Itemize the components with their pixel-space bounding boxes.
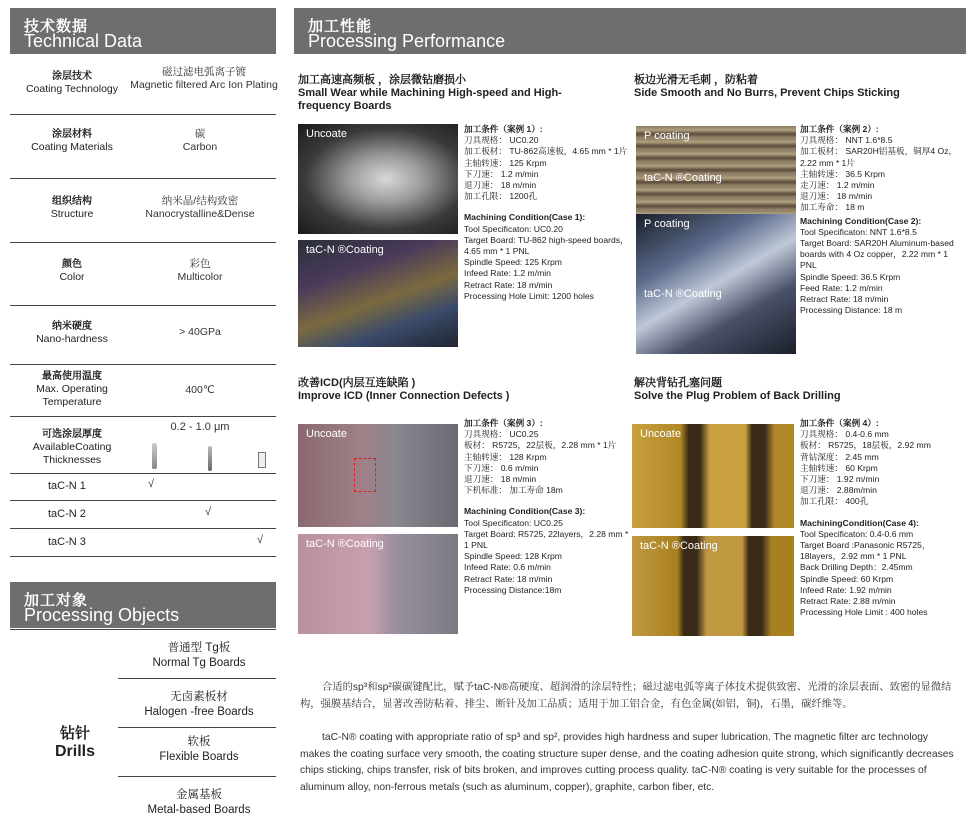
- coating-materials-value: 碳 Carbon: [182, 128, 218, 153]
- thickness-label: 可选涂层厚度 AvailableCoating Thicknesses: [32, 429, 112, 466]
- row-divider: [10, 242, 276, 243]
- row-divider: [10, 528, 276, 529]
- grade-1-name: taC-N 1: [48, 480, 86, 492]
- row-divider: [10, 305, 276, 306]
- processing-objects-title-cn: 加工对象: [24, 592, 89, 609]
- coating-materials-label: 涂层材料 Coating Materials: [31, 129, 113, 153]
- case-1-photo-coated: taC-N ®Coating: [298, 240, 458, 347]
- case-1-photo-uncoated: Uncoate: [298, 124, 458, 234]
- grade-2-check: √: [205, 506, 212, 518]
- drills-label-cn: 钻针: [59, 725, 90, 742]
- technical-data-banner: [10, 8, 276, 54]
- max-temperature-value: 400℃: [185, 384, 215, 396]
- drill-icon-short: [152, 443, 157, 469]
- case-1-title: 加工高速高频板 ，涂层微钻磨损小 Small Wear while Machining High-speed and High-frequency Boards: [298, 74, 562, 112]
- nano-hardness-value: > 40GPa: [179, 326, 221, 338]
- case-3-photo-uncoated: Uncoate: [298, 424, 458, 527]
- technical-data-title-en: Technical Data: [24, 31, 143, 51]
- case-2-conditions: 加工条件（案例 2）: 刀具规格： NNT 1.6*8.5 加工板材： SAR20H铝基板，铜厚4 Oz，2.22 mm * 1片 主轴转速： 36.5 Krpm 走刀速： 1.2 m/min 退刀速： 18 m/min 加工寿命： 18 m Machining Condition(Case 2): Tool Specificaton: NNT 1.6*8.5 Target Board: SAR20H Aluminum-based boards with 4 Oz copper，2.22 mm * 1 PNL Spindle Speed: 36.5 Krpm Feed Rate: 1.2 m/min Retract Rate: 18 m/min Processing Distance: 18 m: [800, 124, 958, 316]
- max-temperature-label: 最高使用温度 Max. Operating Temperature: [36, 371, 108, 408]
- row-divider: [10, 473, 276, 474]
- icd-highlight-box: [354, 458, 376, 492]
- case-4-conditions: 加工条件（案例 4）: 刀具规格： 0.4-0.6 mm 板材： R5725，18层板，2.92 mm 背钻深度： 2.45 mm 主轴转速： 60 Krpm 下刀速： 1.92 m/min 退刀速： 2.88m/min 加工孔限： 400孔 MachiningCondition(Case 4): Tool Specificaton: 0.4-0.6 mm Target Board :Panasonic R5725，18layers，2.92 mm * 1 PNL Back Drilling Depth：2.45mm Spindle Speed: 60 Krpm Infeed Rate: 1.92 m/min Retract Rate: 2.88 m/min Processing Hole Limit : 400 holes: [800, 418, 931, 618]
- drills-label: [40, 722, 110, 761]
- structure-label: 组织结构 Structure: [50, 196, 94, 220]
- row-divider: [10, 114, 276, 115]
- row-divider: [10, 416, 276, 417]
- objects-divider: [118, 727, 276, 728]
- board-type-halogen-free: 无卤素板材 Halogen -free Boards: [144, 691, 254, 718]
- description-en: taC-N® coating with appropriate ratio of sp³ and sp², provides high hardness and super lubrication. The magnetic filter arc technology makes the coating surface very smooth, the coating structure super dense, and the coating adhesion quite strong, which significantly decreases chips sticking, chips transfer, risk of bits broken, and improves cutting process quality. taC-N® coating is very suitable for the processes of aluminum alloy, non-ferrous metals (such as aluminum, copper), graphite, carbon fiber, etc.: [300, 732, 954, 793]
- board-type-flexible: 软板 Flexible Boards: [159, 736, 239, 763]
- case-1-conditions: 加工条件（案例 1）: 刀具规格： UC0.20 加工板材： TU-862高速板，4.65 mm * 1片 主轴转速： 125 Krpm 下刀速： 1.2 m/min 退刀速： 18 m/min 加工孔限： 1200孔 Machining Condition(Case 1): Tool Specificaton: UC0.20 Target Board: TU-862 high-speed boards，4.65 mm * 1 PNL Spindle Speed: 125 Krpm Infeed Rate: 1.2 m/min Retract Rate: 18 m/min Processing Hole Limit: 1200 holes: [464, 124, 629, 301]
- nano-hardness-label: 纳米硬度 Nano-hardness: [36, 321, 108, 345]
- coating-technology-value: 磁过滤电弧离子镀 Magnetic filtered Arc Ion Plating: [130, 66, 278, 91]
- coating-technology-label: 涂层技术 Coating Technology: [25, 71, 119, 95]
- grade-2-name: taC-N 2: [48, 508, 86, 520]
- objects-divider: [118, 678, 276, 679]
- description-cn: 合适的sp³和sp²碳碳键配比，赋予taC-N®高硬度、超润滑的涂层特性；磁过滤电弧等离子体技术提供致密、光滑的涂层表面、致密的显微结构，强膜基结合，显著改善防粘着、排尘、断针及加工品质；适用于加工铝合金，有色金属(如铝，铜)，石墨，碳纤维等。: [300, 682, 952, 710]
- board-type-normal-tg: 普通型 Tg板 Normal Tg Boards: [152, 642, 246, 669]
- case-2-photo-bottom: P coating taC-N ®Coating: [636, 214, 796, 354]
- grade-1-check: √: [148, 478, 155, 490]
- grade-3-name: taC-N 3: [48, 536, 86, 548]
- board-type-metal-based: 金属基板 Metal-based Boards: [147, 789, 251, 816]
- processing-performance-title-cn: 加工性能: [308, 18, 373, 35]
- case-4-title: 解决背钻孔塞问题 Solve the Plug Problem of Back Drilling: [634, 377, 841, 402]
- case-3-title: 改善ICD(内层互连缺陷 ) Improve ICD (Inner Connection Defects ): [298, 377, 510, 402]
- processing-objects-banner: [10, 582, 276, 628]
- thickness-range: 0.2 - 1.0 μm: [170, 421, 230, 433]
- drill-icon-medium: [208, 446, 212, 471]
- color-value: 彩色 Multicolor: [177, 258, 223, 283]
- objects-divider: [118, 776, 276, 777]
- case-2-title: 板边光滑无毛刺 ，防粘着 Side Smooth and No Burrs, Prevent Chips Sticking: [634, 74, 900, 99]
- processing-objects-title-en: Processing Objects: [24, 605, 180, 625]
- case-4-photo-coated: taC-N ®Coating: [632, 536, 794, 636]
- case-4-photo-uncoated: Uncoate: [632, 424, 794, 528]
- row-divider: [10, 500, 276, 501]
- technical-data-title-cn: 技术数据: [24, 18, 89, 35]
- color-label: 颜色 Color: [59, 259, 85, 283]
- case-3-photo-coated: taC-N ®Coating: [298, 534, 458, 634]
- drills-label-en: Drills: [54, 743, 95, 760]
- processing-performance-title-en: Processing Performance: [308, 31, 506, 51]
- case-2-photo-top: P coating taC-N ®Coating: [636, 126, 796, 214]
- row-divider: [10, 364, 276, 365]
- objects-divider: [10, 629, 276, 630]
- row-divider: [10, 556, 276, 557]
- drill-icon-long: [258, 452, 266, 468]
- structure-value: 纳米晶/结构致密 Nanocrystalline&Dense: [145, 195, 255, 220]
- row-divider: [10, 178, 276, 179]
- case-3-conditions: 加工条件（案例 3）: 刀具规格： UC0.25 板材： R5725，22层板，2.28 mm * 1片 主轴转速： 128 Krpm 下刀速： 0.6 m/min 退刀速： 18 m/min 下机标准： 加工寿命 18m Machining Condition(Case 3): Tool Specificaton: UC0.25 Target Board: R5725, 22layers，2.28 mm * 1 PNL Spindle Speed: 128 Krpm Infeed Rate: 0.6 m/min Retract Rate: 18 m/min Processing Distance:18m: [464, 418, 629, 595]
- processing-performance-banner: [294, 8, 966, 54]
- grade-3-check: √: [257, 534, 264, 546]
